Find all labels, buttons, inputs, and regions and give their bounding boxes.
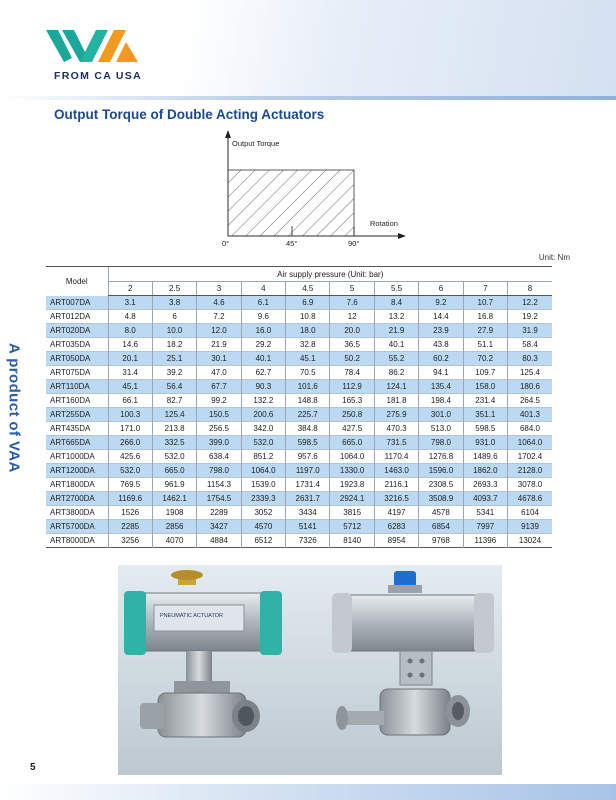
- torque-cell: 67.7: [197, 380, 241, 394]
- vaa-logo: [46, 26, 138, 66]
- torque-cell: 13024: [508, 534, 552, 548]
- unit-label: Unit: Nm: [538, 253, 570, 262]
- x-tick-90: 90°: [348, 239, 360, 248]
- torque-cell: 638.4: [197, 450, 241, 464]
- torque-cell: 20.0: [330, 324, 374, 338]
- torque-cell: 94.1: [419, 366, 463, 380]
- torque-cell: 1170.4: [374, 450, 418, 464]
- table-row: [46, 506, 552, 520]
- torque-cell: 1862.0: [463, 464, 507, 478]
- torque-cell: 399.0: [197, 436, 241, 450]
- x-tick-0: 0°: [222, 239, 230, 248]
- model-cell: ART012DA: [50, 312, 91, 321]
- table-row: [46, 422, 552, 436]
- torque-cell: 70.5: [286, 366, 330, 380]
- torque-cell: 5341: [463, 506, 507, 520]
- torque-cell: 532.0: [241, 436, 285, 450]
- torque-cell: 3427: [197, 520, 241, 534]
- torque-cell: 40.1: [374, 338, 418, 352]
- model-cell: ART160DA: [50, 396, 91, 405]
- torque-cell: 5141: [286, 520, 330, 534]
- torque-cell: 665.0: [152, 464, 196, 478]
- torque-cell: 3216.5: [374, 492, 418, 506]
- torque-cell: 5712: [330, 520, 374, 534]
- torque-cell: 957.6: [286, 450, 330, 464]
- x-tick-45: 45°: [286, 239, 298, 248]
- pressure-col-header: 5.5: [374, 282, 418, 296]
- torque-cell: 62.7: [241, 366, 285, 380]
- torque-cell: 1169.6: [108, 492, 152, 506]
- torque-cell: 1064.0: [330, 450, 374, 464]
- torque-cell: 90.3: [241, 380, 285, 394]
- torque-cell: 4197: [374, 506, 418, 520]
- torque-cell: 2693.3: [463, 478, 507, 492]
- torque-cell: 3078.0: [508, 478, 552, 492]
- torque-cell: 4884: [197, 534, 241, 548]
- torque-cell: 1596.0: [419, 464, 463, 478]
- pressure-col-header: 8: [508, 282, 552, 296]
- table-row: [46, 296, 552, 310]
- torque-cell: 684.0: [508, 422, 552, 436]
- torque-cell: 4570: [241, 520, 285, 534]
- torque-cell: 598.5: [286, 436, 330, 450]
- torque-cell: 7326: [286, 534, 330, 548]
- torque-cell: 150.5: [197, 408, 241, 422]
- torque-cell: 256.5: [197, 422, 241, 436]
- torque-cell: 31.9: [508, 324, 552, 338]
- torque-cell: 1526: [108, 506, 152, 520]
- torque-cell: 10.8: [286, 310, 330, 324]
- torque-cell: 1276.8: [419, 450, 463, 464]
- table-row: [46, 492, 552, 506]
- brand-tagline: FROM CA USA: [54, 70, 142, 82]
- torque-cell: 21.9: [374, 324, 418, 338]
- torque-cell: 4070: [152, 534, 196, 548]
- side-text-label: A product of VAA: [5, 343, 23, 473]
- torque-cell: 19.2: [508, 310, 552, 324]
- table-row: [46, 366, 552, 380]
- model-cell: ART1800DA: [50, 480, 95, 489]
- torque-cell: 264.5: [508, 394, 552, 408]
- torque-cell: 3434: [286, 506, 330, 520]
- torque-cell: 425.6: [108, 450, 152, 464]
- torque-cell: 10.7: [463, 296, 507, 310]
- torque-cell: 1064.0: [241, 464, 285, 478]
- page-number: 5: [30, 762, 36, 773]
- pressure-values-row: [46, 282, 552, 296]
- torque-cell: 11396: [463, 534, 507, 548]
- torque-cell: 58.4: [508, 338, 552, 352]
- torque-cell: 60.2: [419, 352, 463, 366]
- torque-cell: 80.3: [508, 352, 552, 366]
- model-cell: ART1000DA: [50, 452, 95, 461]
- torque-cell: 266.0: [108, 436, 152, 450]
- table-row: [46, 352, 552, 366]
- torque-cell: 275.9: [374, 408, 418, 422]
- pressure-col-header: 6: [419, 282, 463, 296]
- torque-cell: 1754.5: [197, 492, 241, 506]
- torque-cell: 7.2: [197, 310, 241, 324]
- torque-cell: 39.2: [152, 366, 196, 380]
- torque-cell: 6: [152, 310, 196, 324]
- model-cell: ART2700DA: [46, 492, 108, 506]
- torque-cell: 2128.0: [508, 464, 552, 478]
- section-title: Output Torque of Double Acting Actuators: [54, 107, 325, 122]
- torque-cell: 3052: [241, 506, 285, 520]
- side-text: [3, 334, 25, 482]
- model-cell: ART075DA: [50, 368, 91, 377]
- y-axis-arrow: [225, 130, 231, 138]
- torque-cell: 6512: [241, 534, 285, 548]
- torque-cell: 1462.1: [152, 492, 196, 506]
- torque-cell: 7997: [463, 520, 507, 534]
- model-cell: ART3800DA: [50, 508, 95, 517]
- torque-cell: 250.8: [330, 408, 374, 422]
- torque-cell: 40.1: [241, 352, 285, 366]
- torque-cell: 180.6: [508, 380, 552, 394]
- pressure-col-header: 2.5: [152, 282, 196, 296]
- torque-cell: 6854: [419, 520, 463, 534]
- y-axis-label: Output Torque: [232, 139, 280, 148]
- torque-cell: 14.4: [419, 310, 463, 324]
- torque-cell: 3256: [108, 534, 152, 548]
- torque-cell: 1154.3: [197, 478, 241, 492]
- torque-cell: 231.4: [463, 394, 507, 408]
- torque-cell: 1702.4: [508, 450, 552, 464]
- torque-cell: 2924.1: [330, 492, 374, 506]
- torque-cell: 6104: [508, 506, 552, 520]
- torque-cell: 351.1: [463, 408, 507, 422]
- torque-cell: 27.9: [463, 324, 507, 338]
- pressure-col-header: 4.5: [286, 282, 330, 296]
- torque-cell: 1731.4: [286, 478, 330, 492]
- torque-cell: 124.1: [374, 380, 418, 394]
- torque-cell: 301.0: [419, 408, 463, 422]
- pressure-col-header: 4: [241, 282, 285, 296]
- torque-cell: 731.5: [374, 436, 418, 450]
- torque-cell: 10.0: [152, 324, 196, 338]
- torque-cell: 23.9: [419, 324, 463, 338]
- torque-cell: 798.0: [419, 436, 463, 450]
- torque-cell: 30.1: [197, 352, 241, 366]
- torque-cell: 13.2: [374, 310, 418, 324]
- torque-cell: 1539.0: [241, 478, 285, 492]
- table-row: [46, 464, 552, 478]
- torque-cell: 100.3: [108, 408, 152, 422]
- torque-cell: 8.4: [374, 296, 418, 310]
- torque-cell: 125.4: [152, 408, 196, 422]
- torque-cell: 12.0: [197, 324, 241, 338]
- table-row: [46, 394, 552, 408]
- torque-cell: 332.5: [152, 436, 196, 450]
- model-cell: ART1200DA: [46, 464, 108, 478]
- torque-cell: 342.0: [241, 422, 285, 436]
- torque-cell: 82.7: [152, 394, 196, 408]
- torque-table: [46, 266, 552, 548]
- torque-cell: 50.2: [330, 352, 374, 366]
- torque-rotation-diagram: [212, 128, 412, 254]
- torque-cell: 12.2: [508, 296, 552, 310]
- torque-cell: 4093.7: [463, 492, 507, 506]
- torque-cell: 1197.0: [286, 464, 330, 478]
- torque-cell: 148.8: [286, 394, 330, 408]
- torque-cell: 56.4: [152, 380, 196, 394]
- torque-cell: 51.1: [463, 338, 507, 352]
- torque-cell: 3508.9: [419, 492, 463, 506]
- torque-cell: 769.5: [108, 478, 152, 492]
- torque-cell: 14.6: [108, 338, 152, 352]
- torque-table-body: [46, 296, 552, 548]
- torque-cell: 45.1: [108, 380, 152, 394]
- torque-cell: 9768: [419, 534, 463, 548]
- torque-cell: 198.4: [419, 394, 463, 408]
- torque-cell: 427.5: [330, 422, 374, 436]
- torque-cell: 29.2: [241, 338, 285, 352]
- torque-cell: 532.0: [152, 450, 196, 464]
- torque-cell: 200.6: [241, 408, 285, 422]
- torque-cell: 31.4: [108, 366, 152, 380]
- torque-cell: 86.2: [374, 366, 418, 380]
- torque-cell: 931.0: [463, 436, 507, 450]
- pressure-col-header: 3: [197, 282, 241, 296]
- torque-cell: 4.8: [108, 310, 152, 324]
- torque-cell: 45.1: [286, 352, 330, 366]
- table-row: [46, 338, 552, 352]
- torque-cell: 66.1: [108, 394, 152, 408]
- torque-cell: 401.3: [508, 408, 552, 422]
- torque-cell: 384.8: [286, 422, 330, 436]
- torque-cell: 12: [330, 310, 374, 324]
- torque-cell: 112.9: [330, 380, 374, 394]
- table-row: [46, 478, 552, 492]
- torque-cell: 851.2: [241, 450, 285, 464]
- torque-cell: 171.0: [108, 422, 152, 436]
- pressure-col-header: 2: [108, 282, 152, 296]
- torque-cell: 3.1: [108, 296, 152, 310]
- torque-cell: 2116.1: [374, 478, 418, 492]
- x-axis-arrow: [398, 233, 406, 239]
- pressure-col-header: 5: [330, 282, 374, 296]
- table-row: [46, 520, 552, 534]
- torque-cell: 1064.0: [508, 436, 552, 450]
- model-cell: ART050DA: [46, 352, 108, 366]
- table-row: [46, 380, 552, 394]
- table-row: [46, 408, 552, 422]
- torque-cell: 2631.7: [286, 492, 330, 506]
- torque-area: [228, 170, 354, 236]
- torque-cell: 125.4: [508, 366, 552, 380]
- model-cell: ART435DA: [50, 424, 91, 433]
- torque-cell: 1330.0: [330, 464, 374, 478]
- torque-cell: 7.6: [330, 296, 374, 310]
- torque-cell: 43.8: [419, 338, 463, 352]
- pressure-col-header: 7: [463, 282, 507, 296]
- table-row: [46, 310, 552, 324]
- torque-cell: 78.4: [330, 366, 374, 380]
- model-cell: ART8000DA: [50, 536, 95, 545]
- model-cell: ART007DA: [46, 296, 108, 310]
- table-row: [46, 324, 552, 338]
- table-row: [46, 450, 552, 464]
- model-cell: ART035DA: [50, 340, 91, 349]
- torque-cell: 2285: [108, 520, 152, 534]
- torque-cell: 2339.3: [241, 492, 285, 506]
- torque-cell: 2289: [197, 506, 241, 520]
- product-photo: [118, 565, 502, 775]
- torque-cell: 665.0: [330, 436, 374, 450]
- torque-cell: 6283: [374, 520, 418, 534]
- torque-cell: 165.3: [330, 394, 374, 408]
- torque-cell: 47.0: [197, 366, 241, 380]
- torque-cell: 225.7: [286, 408, 330, 422]
- model-cell: ART110DA: [46, 380, 108, 394]
- actuator-label-text: PNEUMATIC ACTUATOR: [160, 613, 223, 619]
- torque-cell: 6.9: [286, 296, 330, 310]
- torque-cell: 32.8: [286, 338, 330, 352]
- torque-cell: 213.8: [152, 422, 196, 436]
- table-row: [46, 436, 552, 450]
- torque-cell: 798.0: [197, 464, 241, 478]
- torque-cell: 18.0: [286, 324, 330, 338]
- torque-cell: 4578: [419, 506, 463, 520]
- torque-cell: 55.2: [374, 352, 418, 366]
- torque-cell: 109.7: [463, 366, 507, 380]
- pressure-header: Air supply pressure (Unit: bar): [108, 267, 552, 282]
- torque-cell: 1923.8: [330, 478, 374, 492]
- torque-cell: 3815: [330, 506, 374, 520]
- torque-cell: 9139: [508, 520, 552, 534]
- torque-cell: 21.9: [197, 338, 241, 352]
- torque-cell: 135.4: [419, 380, 463, 394]
- model-header: Model: [46, 267, 108, 296]
- torque-cell: 70.2: [463, 352, 507, 366]
- torque-cell: 3.8: [152, 296, 196, 310]
- torque-cell: 8.0: [108, 324, 152, 338]
- torque-cell: 99.2: [197, 394, 241, 408]
- torque-cell: 16.0: [241, 324, 285, 338]
- torque-cell: 6.1: [241, 296, 285, 310]
- torque-cell: 513.0: [419, 422, 463, 436]
- torque-cell: 158.0: [463, 380, 507, 394]
- torque-cell: 20.1: [108, 352, 152, 366]
- torque-cell: 25.1: [152, 352, 196, 366]
- torque-cell: 4.6: [197, 296, 241, 310]
- model-cell: ART665DA: [46, 436, 108, 450]
- header-band: [0, 0, 616, 100]
- torque-cell: 101.6: [286, 380, 330, 394]
- torque-cell: 132.2: [241, 394, 285, 408]
- torque-cell: 961.9: [152, 478, 196, 492]
- x-axis-label: Rotation: [370, 219, 398, 228]
- torque-cell: 9.2: [419, 296, 463, 310]
- table-row: [46, 534, 552, 548]
- torque-cell: 2856: [152, 520, 196, 534]
- torque-cell: 2308.5: [419, 478, 463, 492]
- torque-cell: 8954: [374, 534, 418, 548]
- torque-cell: 8140: [330, 534, 374, 548]
- footer-band: [0, 784, 616, 800]
- model-cell: ART020DA: [46, 324, 108, 338]
- model-cell: ART255DA: [46, 408, 108, 422]
- torque-cell: 1489.6: [463, 450, 507, 464]
- actuator-valves-illustration: [118, 565, 502, 775]
- torque-cell: 36.5: [330, 338, 374, 352]
- torque-cell: 9.6: [241, 310, 285, 324]
- model-cell: ART5700DA: [46, 520, 108, 534]
- torque-cell: 4678.6: [508, 492, 552, 506]
- torque-cell: 181.8: [374, 394, 418, 408]
- torque-cell: 1908: [152, 506, 196, 520]
- torque-cell: 1463.0: [374, 464, 418, 478]
- torque-cell: 16.8: [463, 310, 507, 324]
- torque-cell: 532.0: [108, 464, 152, 478]
- torque-cell: 18.2: [152, 338, 196, 352]
- torque-cell: 470.3: [374, 422, 418, 436]
- torque-cell: 598.5: [463, 422, 507, 436]
